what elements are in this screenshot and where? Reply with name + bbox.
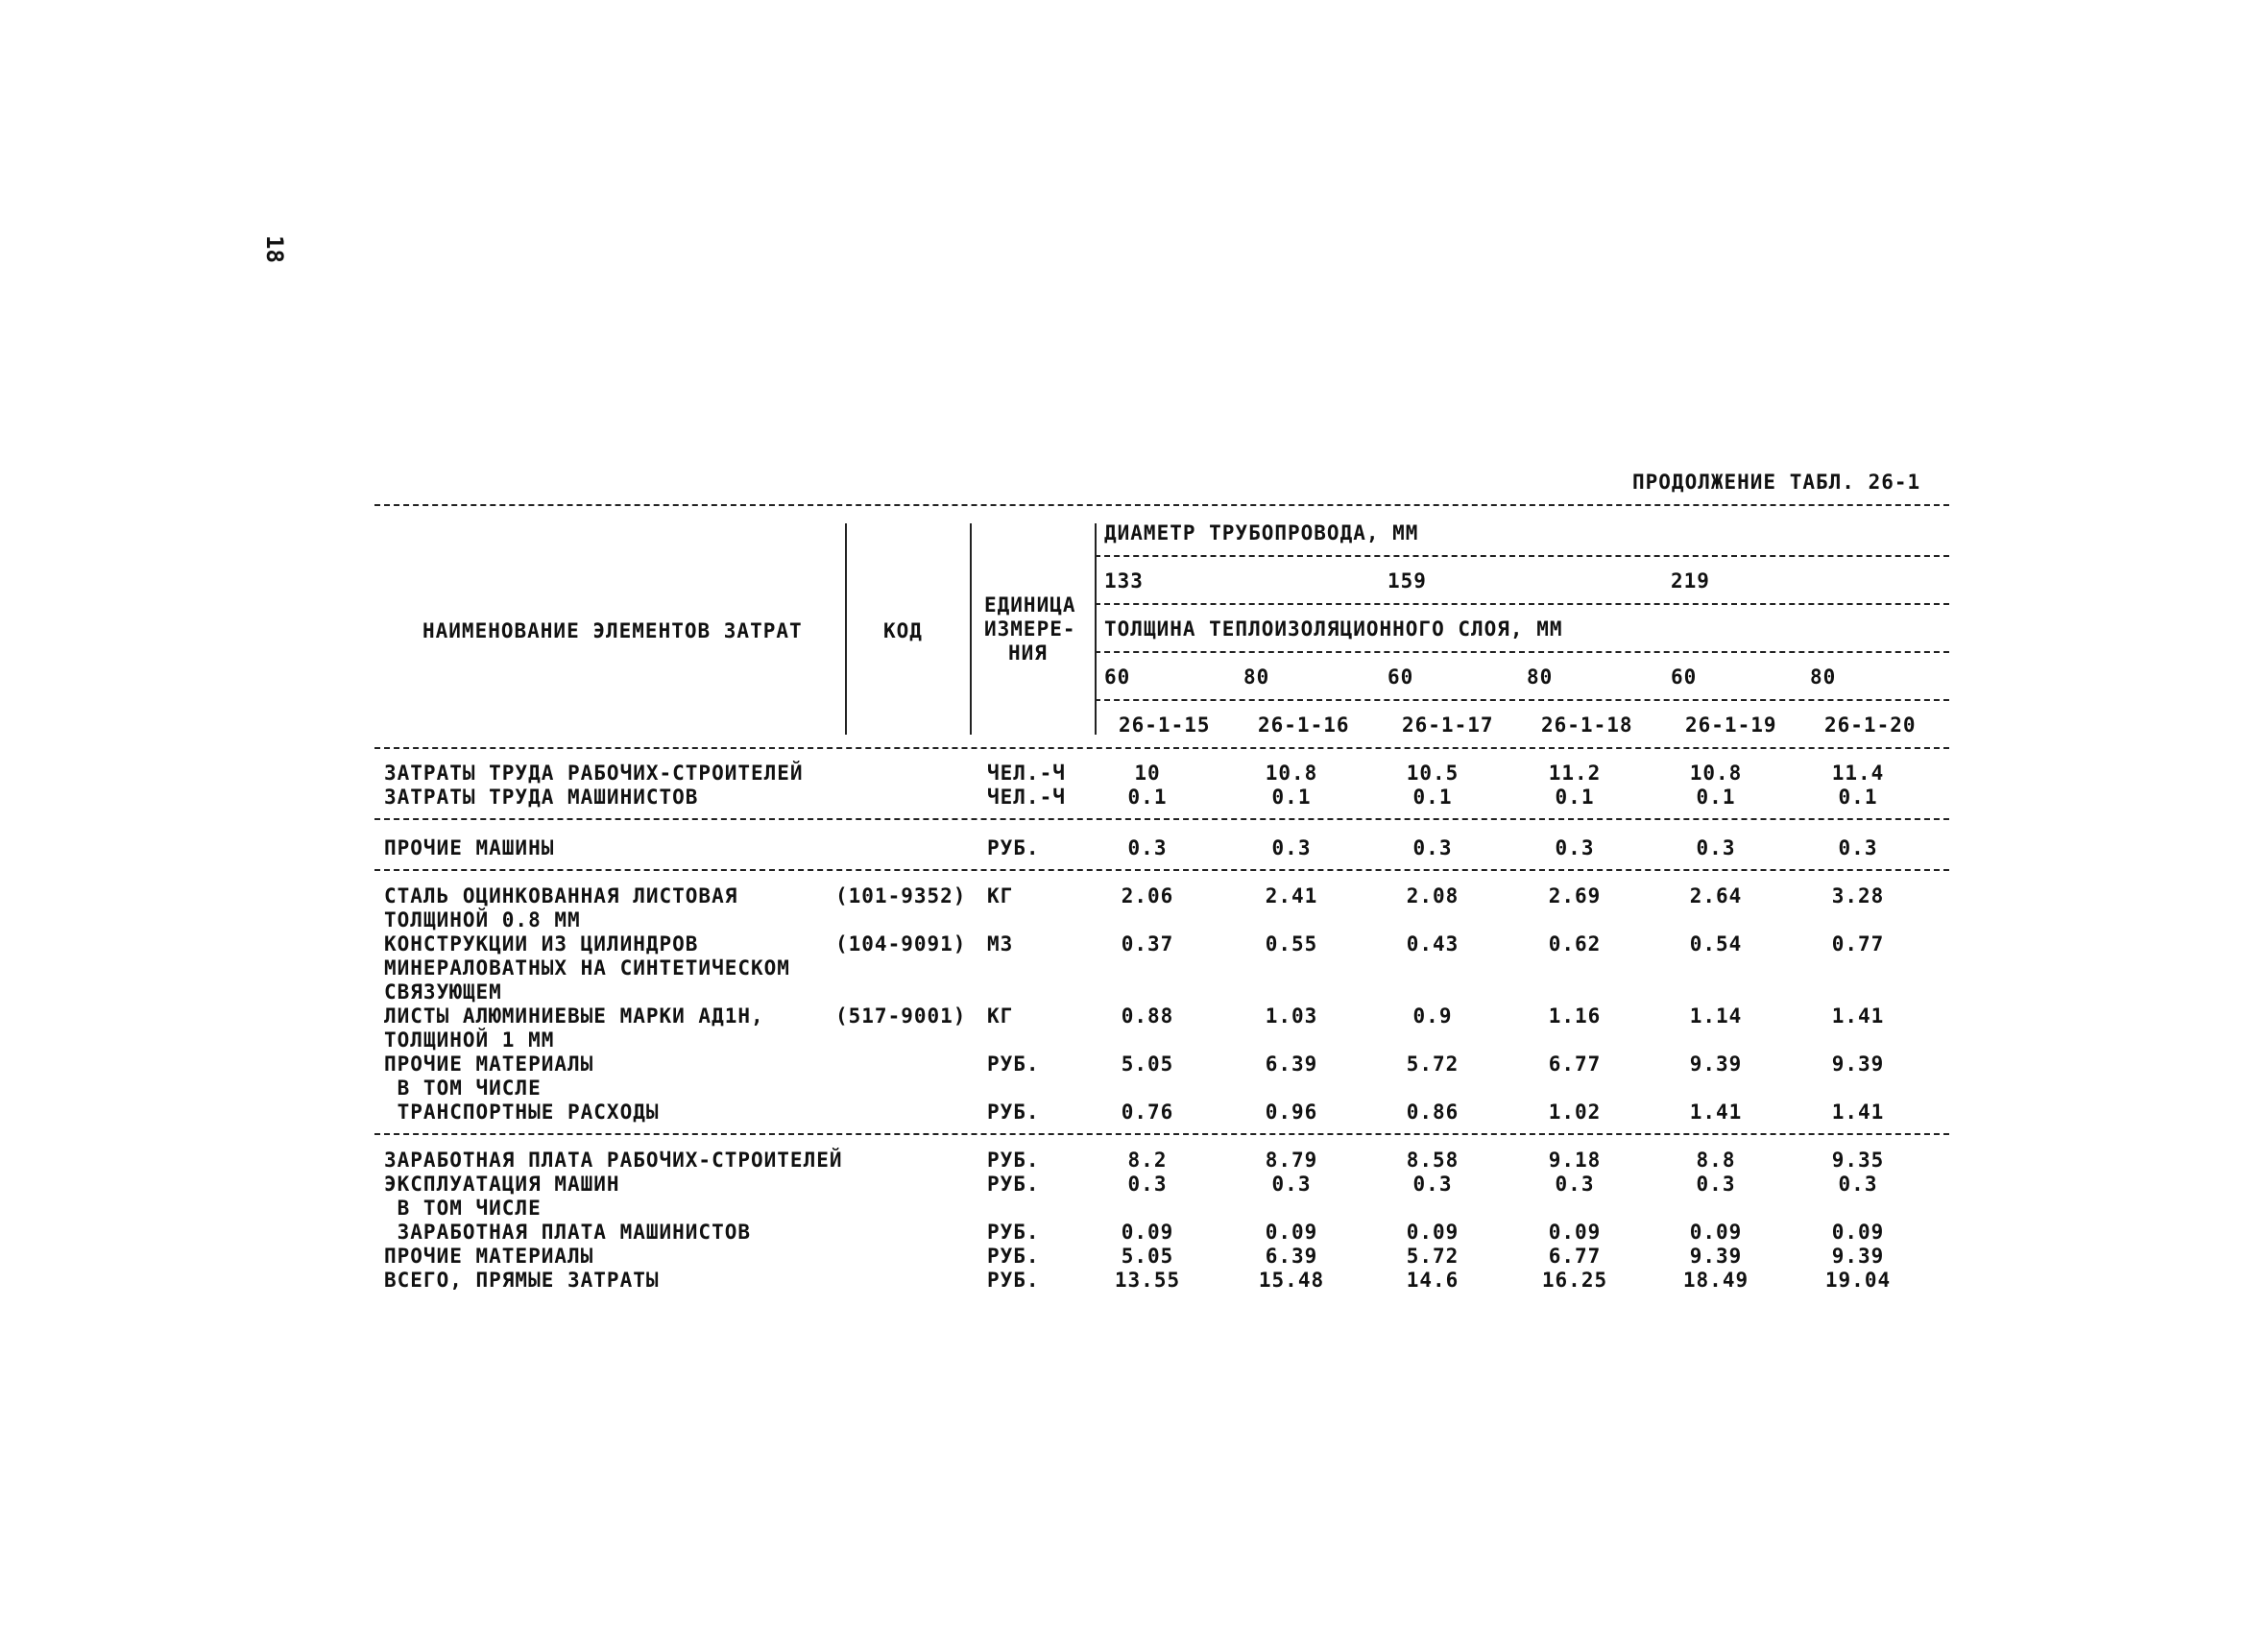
row-value: 0.3 bbox=[1412, 1173, 1453, 1196]
row-code: (517-9001) bbox=[835, 1004, 967, 1028]
row-value: 9.35 bbox=[1831, 1149, 1885, 1172]
row-value: 0.55 bbox=[1265, 932, 1318, 956]
column-divider bbox=[970, 523, 972, 735]
row-value: 1.03 bbox=[1265, 1004, 1318, 1028]
row-value: 0.1 bbox=[1696, 786, 1736, 809]
row-value: 5.05 bbox=[1121, 1052, 1174, 1076]
row-value: 8.8 bbox=[1696, 1149, 1736, 1172]
header-code: 26-1-20 bbox=[1824, 714, 1917, 737]
row-value: 0.09 bbox=[1265, 1221, 1318, 1244]
header-rule bbox=[1095, 555, 1949, 557]
row-value: 9.39 bbox=[1831, 1245, 1885, 1268]
row-value: 9.39 bbox=[1689, 1245, 1743, 1268]
row-value: 0.09 bbox=[1831, 1221, 1885, 1244]
row-name: ТРАНСПОРТНЫЕ РАСХОДЫ bbox=[384, 1101, 660, 1124]
header-code-column: КОД bbox=[883, 619, 923, 642]
header-diameter-159: 159 bbox=[1387, 569, 1427, 593]
row-unit: РУБ. bbox=[987, 836, 1040, 859]
header-diameter-219: 219 bbox=[1671, 569, 1710, 593]
row-value: 0.62 bbox=[1548, 932, 1602, 956]
header-bottom-rule bbox=[374, 747, 1949, 749]
header-diameter-label: ДИАМЕТР ТРУБОПРОВОДА, ММ bbox=[1104, 521, 1419, 544]
row-value: 0.09 bbox=[1689, 1221, 1743, 1244]
header-code: 26-1-17 bbox=[1402, 714, 1494, 737]
row-value: 2.06 bbox=[1121, 884, 1174, 907]
row-unit: РУБ. bbox=[987, 1149, 1040, 1172]
row-name: ЗАРАБОТНАЯ ПЛАТА РАБОЧИХ-СТРОИТЕЛЕЙ bbox=[384, 1149, 843, 1172]
header-code: 26-1-16 bbox=[1258, 714, 1350, 737]
column-divider bbox=[1095, 523, 1097, 735]
row-unit: КГ bbox=[987, 884, 1014, 907]
row-value: 10 bbox=[1134, 762, 1161, 785]
row-value: 13.55 bbox=[1114, 1269, 1181, 1292]
row-value: 5.72 bbox=[1406, 1052, 1460, 1076]
row-value: 14.6 bbox=[1406, 1269, 1460, 1292]
row-code: (104-9091) bbox=[835, 932, 967, 956]
row-value: 0.1 bbox=[1555, 786, 1595, 809]
header-rule bbox=[1095, 699, 1949, 701]
row-value: 10.5 bbox=[1406, 762, 1460, 785]
row-value: 0.3 bbox=[1271, 1173, 1312, 1196]
row-value: 0.3 bbox=[1412, 836, 1453, 859]
header-code: 26-1-18 bbox=[1541, 714, 1633, 737]
row-name: ПРОЧИЕ МАТЕРИАЛЫ bbox=[384, 1052, 594, 1076]
header-thickness: 60 bbox=[1104, 665, 1131, 689]
row-value: 6.77 bbox=[1548, 1245, 1602, 1268]
row-value: 0.86 bbox=[1406, 1101, 1460, 1124]
row-unit: РУБ. bbox=[987, 1245, 1040, 1268]
row-unit: КГ bbox=[987, 1004, 1014, 1028]
row-value: 5.05 bbox=[1121, 1245, 1174, 1268]
top-rule bbox=[374, 504, 1949, 506]
row-value: 2.64 bbox=[1689, 884, 1743, 907]
row-value: 0.1 bbox=[1271, 786, 1312, 809]
row-value: 8.79 bbox=[1265, 1149, 1318, 1172]
row-value: 1.14 bbox=[1689, 1004, 1743, 1028]
row-value: 18.49 bbox=[1682, 1269, 1749, 1292]
header-name-column: НАИМЕНОВАНИЕ ЭЛЕМЕНТОВ ЗАТРАТ bbox=[422, 619, 803, 642]
row-value: 0.09 bbox=[1121, 1221, 1174, 1244]
row-value: 0.1 bbox=[1838, 786, 1878, 809]
row-name: ПРОЧИЕ МАТЕРИАЛЫ bbox=[384, 1245, 594, 1268]
header-thickness-label: ТОЛЩИНА ТЕПЛОИЗОЛЯЦИОННОГО СЛОЯ, ММ bbox=[1104, 617, 1563, 641]
row-value: 0.77 bbox=[1831, 932, 1885, 956]
row-value: 9.18 bbox=[1548, 1149, 1602, 1172]
row-value: 0.43 bbox=[1406, 932, 1460, 956]
row-unit: РУБ. bbox=[987, 1173, 1040, 1196]
header-thickness: 80 bbox=[1810, 665, 1837, 689]
row-value: 11.4 bbox=[1831, 762, 1885, 785]
row-value: 19.04 bbox=[1824, 1269, 1892, 1292]
row-value: 0.3 bbox=[1838, 1173, 1878, 1196]
row-unit: М3 bbox=[987, 932, 1014, 956]
row-value: 1.41 bbox=[1689, 1101, 1743, 1124]
row-value: 9.39 bbox=[1689, 1052, 1743, 1076]
row-name: ТОЛЩИНОЙ 0.8 ММ bbox=[384, 908, 581, 931]
row-unit: РУБ. bbox=[987, 1101, 1040, 1124]
row-value: 0.88 bbox=[1121, 1004, 1174, 1028]
row-value: 0.1 bbox=[1127, 786, 1168, 809]
header-code: 26-1-15 bbox=[1119, 714, 1211, 737]
row-value: 2.08 bbox=[1406, 884, 1460, 907]
header-thickness: 60 bbox=[1387, 665, 1414, 689]
row-name: ПРОЧИЕ МАШИНЫ bbox=[384, 836, 555, 859]
header-rule bbox=[1095, 603, 1949, 605]
row-name: В ТОМ ЧИСЛЕ bbox=[384, 1077, 542, 1100]
header-thickness: 80 bbox=[1527, 665, 1554, 689]
row-value: 0.9 bbox=[1412, 1004, 1453, 1028]
row-value: 9.39 bbox=[1831, 1052, 1885, 1076]
section-rule bbox=[374, 869, 1949, 871]
row-name: СТАЛЬ ОЦИНКОВАННАЯ ЛИСТОВАЯ bbox=[384, 884, 738, 907]
header-code: 26-1-19 bbox=[1685, 714, 1777, 737]
row-value: 6.39 bbox=[1265, 1245, 1318, 1268]
row-unit: РУБ. bbox=[987, 1221, 1040, 1244]
row-value: 16.25 bbox=[1541, 1269, 1608, 1292]
row-value: 8.58 bbox=[1406, 1149, 1460, 1172]
row-value: 0.3 bbox=[1555, 836, 1595, 859]
row-value: 0.3 bbox=[1127, 1173, 1168, 1196]
row-value: 0.37 bbox=[1121, 932, 1174, 956]
page-number: 18 bbox=[261, 235, 288, 263]
row-value: 1.02 bbox=[1548, 1101, 1602, 1124]
row-code: (101-9352) bbox=[835, 884, 967, 907]
header-rule bbox=[1095, 651, 1949, 653]
header-thickness: 80 bbox=[1243, 665, 1270, 689]
column-divider bbox=[845, 523, 847, 735]
row-unit: ЧЕЛ.-Ч bbox=[987, 762, 1066, 785]
row-name: КОНСТРУКЦИИ ИЗ ЦИЛИНДРОВ bbox=[384, 932, 699, 956]
row-unit: РУБ. bbox=[987, 1052, 1040, 1076]
row-value: 6.77 bbox=[1548, 1052, 1602, 1076]
row-unit: ЧЕЛ.-Ч bbox=[987, 786, 1066, 809]
section-rule bbox=[374, 1133, 1949, 1135]
header-thickness: 60 bbox=[1671, 665, 1698, 689]
row-name: ТОЛЩИНОЙ 1 ММ bbox=[384, 1028, 555, 1052]
row-value: 8.2 bbox=[1127, 1149, 1168, 1172]
row-value: 0.09 bbox=[1406, 1221, 1460, 1244]
header-diameter-133: 133 bbox=[1104, 569, 1144, 593]
row-value: 0.76 bbox=[1121, 1101, 1174, 1124]
row-unit: РУБ. bbox=[987, 1269, 1040, 1292]
row-name: ЛИСТЫ АЛЮМИНИЕВЫЕ МАРКИ АД1Н, bbox=[384, 1004, 764, 1028]
row-value: 1.16 bbox=[1548, 1004, 1602, 1028]
row-value: 0.96 bbox=[1265, 1101, 1318, 1124]
row-value: 0.3 bbox=[1838, 836, 1878, 859]
row-name: МИНЕРАЛОВАТНЫХ НА СИНТЕТИЧЕСКОМ bbox=[384, 956, 790, 980]
row-value: 0.1 bbox=[1412, 786, 1453, 809]
row-value: 10.8 bbox=[1265, 762, 1318, 785]
row-value: 10.8 bbox=[1689, 762, 1743, 785]
row-value: 11.2 bbox=[1548, 762, 1602, 785]
row-value: 3.28 bbox=[1831, 884, 1885, 907]
row-value: 6.39 bbox=[1265, 1052, 1318, 1076]
row-value: 0.3 bbox=[1555, 1173, 1595, 1196]
row-value: 1.41 bbox=[1831, 1004, 1885, 1028]
row-value: 0.3 bbox=[1696, 836, 1736, 859]
row-value: 0.3 bbox=[1127, 836, 1168, 859]
row-name: ВСЕГО, ПРЯМЫЕ ЗАТРАТЫ bbox=[384, 1269, 660, 1292]
row-value: 2.69 bbox=[1548, 884, 1602, 907]
row-value: 5.72 bbox=[1406, 1245, 1460, 1268]
row-name: ЗАРАБОТНАЯ ПЛАТА МАШИНИСТОВ bbox=[384, 1221, 752, 1244]
header-unit-line2: ИЗМЕРЕ- bbox=[984, 617, 1076, 641]
row-name: ЗАТРАТЫ ТРУДА МАШИНИСТОВ bbox=[384, 786, 699, 809]
row-value: 0.3 bbox=[1696, 1173, 1736, 1196]
row-value: 2.41 bbox=[1265, 884, 1318, 907]
section-rule bbox=[374, 818, 1949, 820]
row-value: 0.3 bbox=[1271, 836, 1312, 859]
row-value: 1.41 bbox=[1831, 1101, 1885, 1124]
row-value: 15.48 bbox=[1258, 1269, 1325, 1292]
row-name: В ТОМ ЧИСЛЕ bbox=[384, 1197, 542, 1220]
row-name: ЭКСПЛУАТАЦИЯ МАШИН bbox=[384, 1173, 620, 1196]
row-value: 0.09 bbox=[1548, 1221, 1602, 1244]
header-unit-line3: НИЯ bbox=[1008, 641, 1048, 665]
row-value: 0.54 bbox=[1689, 932, 1743, 956]
row-name: ЗАТРАТЫ ТРУДА РАБОЧИХ-СТРОИТЕЛЕЙ bbox=[384, 762, 804, 785]
row-name: СВЯЗУЮЩЕМ bbox=[384, 980, 502, 1004]
table-caption: ПРОДОЛЖЕНИЕ ТАБЛ. 26-1 bbox=[1632, 471, 1921, 494]
header-unit-line1: ЕДИНИЦА bbox=[984, 593, 1076, 617]
